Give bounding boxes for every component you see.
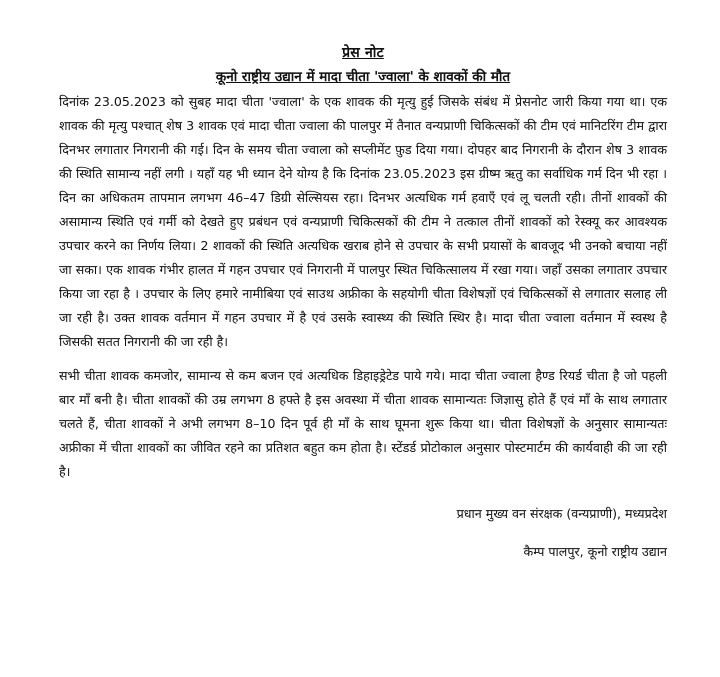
page-title: प्रेस नोट: [342, 45, 384, 61]
body-paragraph-2: सभी चीता शावक कमजोर, सामान्य से कम बजन एवं अत्यधिक डिहाइड्रेटेड पाये गये। मादा चीता ज्वाला हैण्ड रियर्ड चीता है जो पहली बार माँ बनी है। चीता शावकों की उम्र लगभग 8 हफ्ते है इस अवस्था में चीता शावक सामान्यतः जिज्ञासु होते हैं एवं माँ के साथ लगातार चलते हैं, चीता शावकों ने अभी लगभग 8–10 दिन पूर्व ही माँ के साथ घूमना शुरू किया था। चीता विशेषज्ञों के अनुसार सामान्यतः अफ्रीका में चीता शावकों का जीवित रहने का प्रतिशत बहुत कम होता है। स्टेंडर्ड प्रोटोकाल अनुसार पोस्टमार्टम की कार्यवाही की जा रही है।: [59, 368, 667, 479]
document-subtitle: कूनो राष्ट्रीय उद्यान में मादा चीता 'ज्वाला' के शावकों की मौत: [215, 69, 511, 85]
press-note-document: [59, 44, 667, 562]
signature-location: कैम्प पालपुर, कूनो राष्ट्रीय उद्यान: [523, 544, 667, 559]
signature-designation: प्रधान मुख्य वन संरक्षक (वन्यप्राणी), मध्यप्रदेश: [456, 506, 667, 521]
body-paragraph-1: दिनांक 23.05.2023 को सुबह मादा चीता 'ज्वाला' के एक शावक की मृत्यु हुई जिसके संबंध में प्रेसनोट जारी किया गया था। एक शावक की मृत्यु पश्चात् शेष 3 शावक एवं मादा चीता ज्वाला की पालपुर में तैनात वन्यप्राणी चिकित्सकों की टीम एवं मानिटरिंग टीम द्वारा दिनभर लगातार निगरानी की गई। दिन के समय चीता ज्वाला को सप्लीमेंट फ़ुड दिया गया। दोपहर बाद निगरानी के दौरान शेष 3 शावक की स्थिति सामान्य नहीं लगी । यहाँ यह भी ध्यान देने योग्य है कि दिनांक 23.05.2023 इस ग्रीष्म ऋतु का सर्वाधिक गर्म दिन भी रहा । दिन का अधिकतम तापमान लगभग 46–47 डिग्री सेल्सियस रहा। दिनभर अत्यधिक गर्म हवाएँ एवं लू चलती रही। तीनों शावकों की असामान्य स्थिति एवं गर्मी को देखते हुए प्रबंधन एवं वन्यप्राणी चिकित्सकों की टीम ने तत्काल तीनों शावकों को रेस्क्यू कर आवश्यक उपचार करने का निर्णय लिया। 2 शावकों की स्थिति अत्यधिक खराब होने से उपचार के सभी प्रयासों के बावजूद भी उनको बचाया नहीं जा सका। एक शावक गंभीर हालत में गहन उपचार एवं निगरानी में पालपुर स्थित चिकित्सालय में रखा गया। जहाँ उसका लगातार उपचार किया जा रहा है । उपचार के लिए हमारे नामीबिया एवं साउथ अफ्रीका के सहयोगी चीता विशेषज्ञों एवं चिकित्सकों से लगातार सलाह ली जा रही है। उक्त शावक वर्तमान में गहन उपचार में है एवं उसके स्वास्थ्य की स्थिति स्थिर है। मादा चीता ज्वाला वर्तमान में स्वस्थ है जिसकी सतत निगरानी की जा रही है।: [59, 94, 667, 349]
